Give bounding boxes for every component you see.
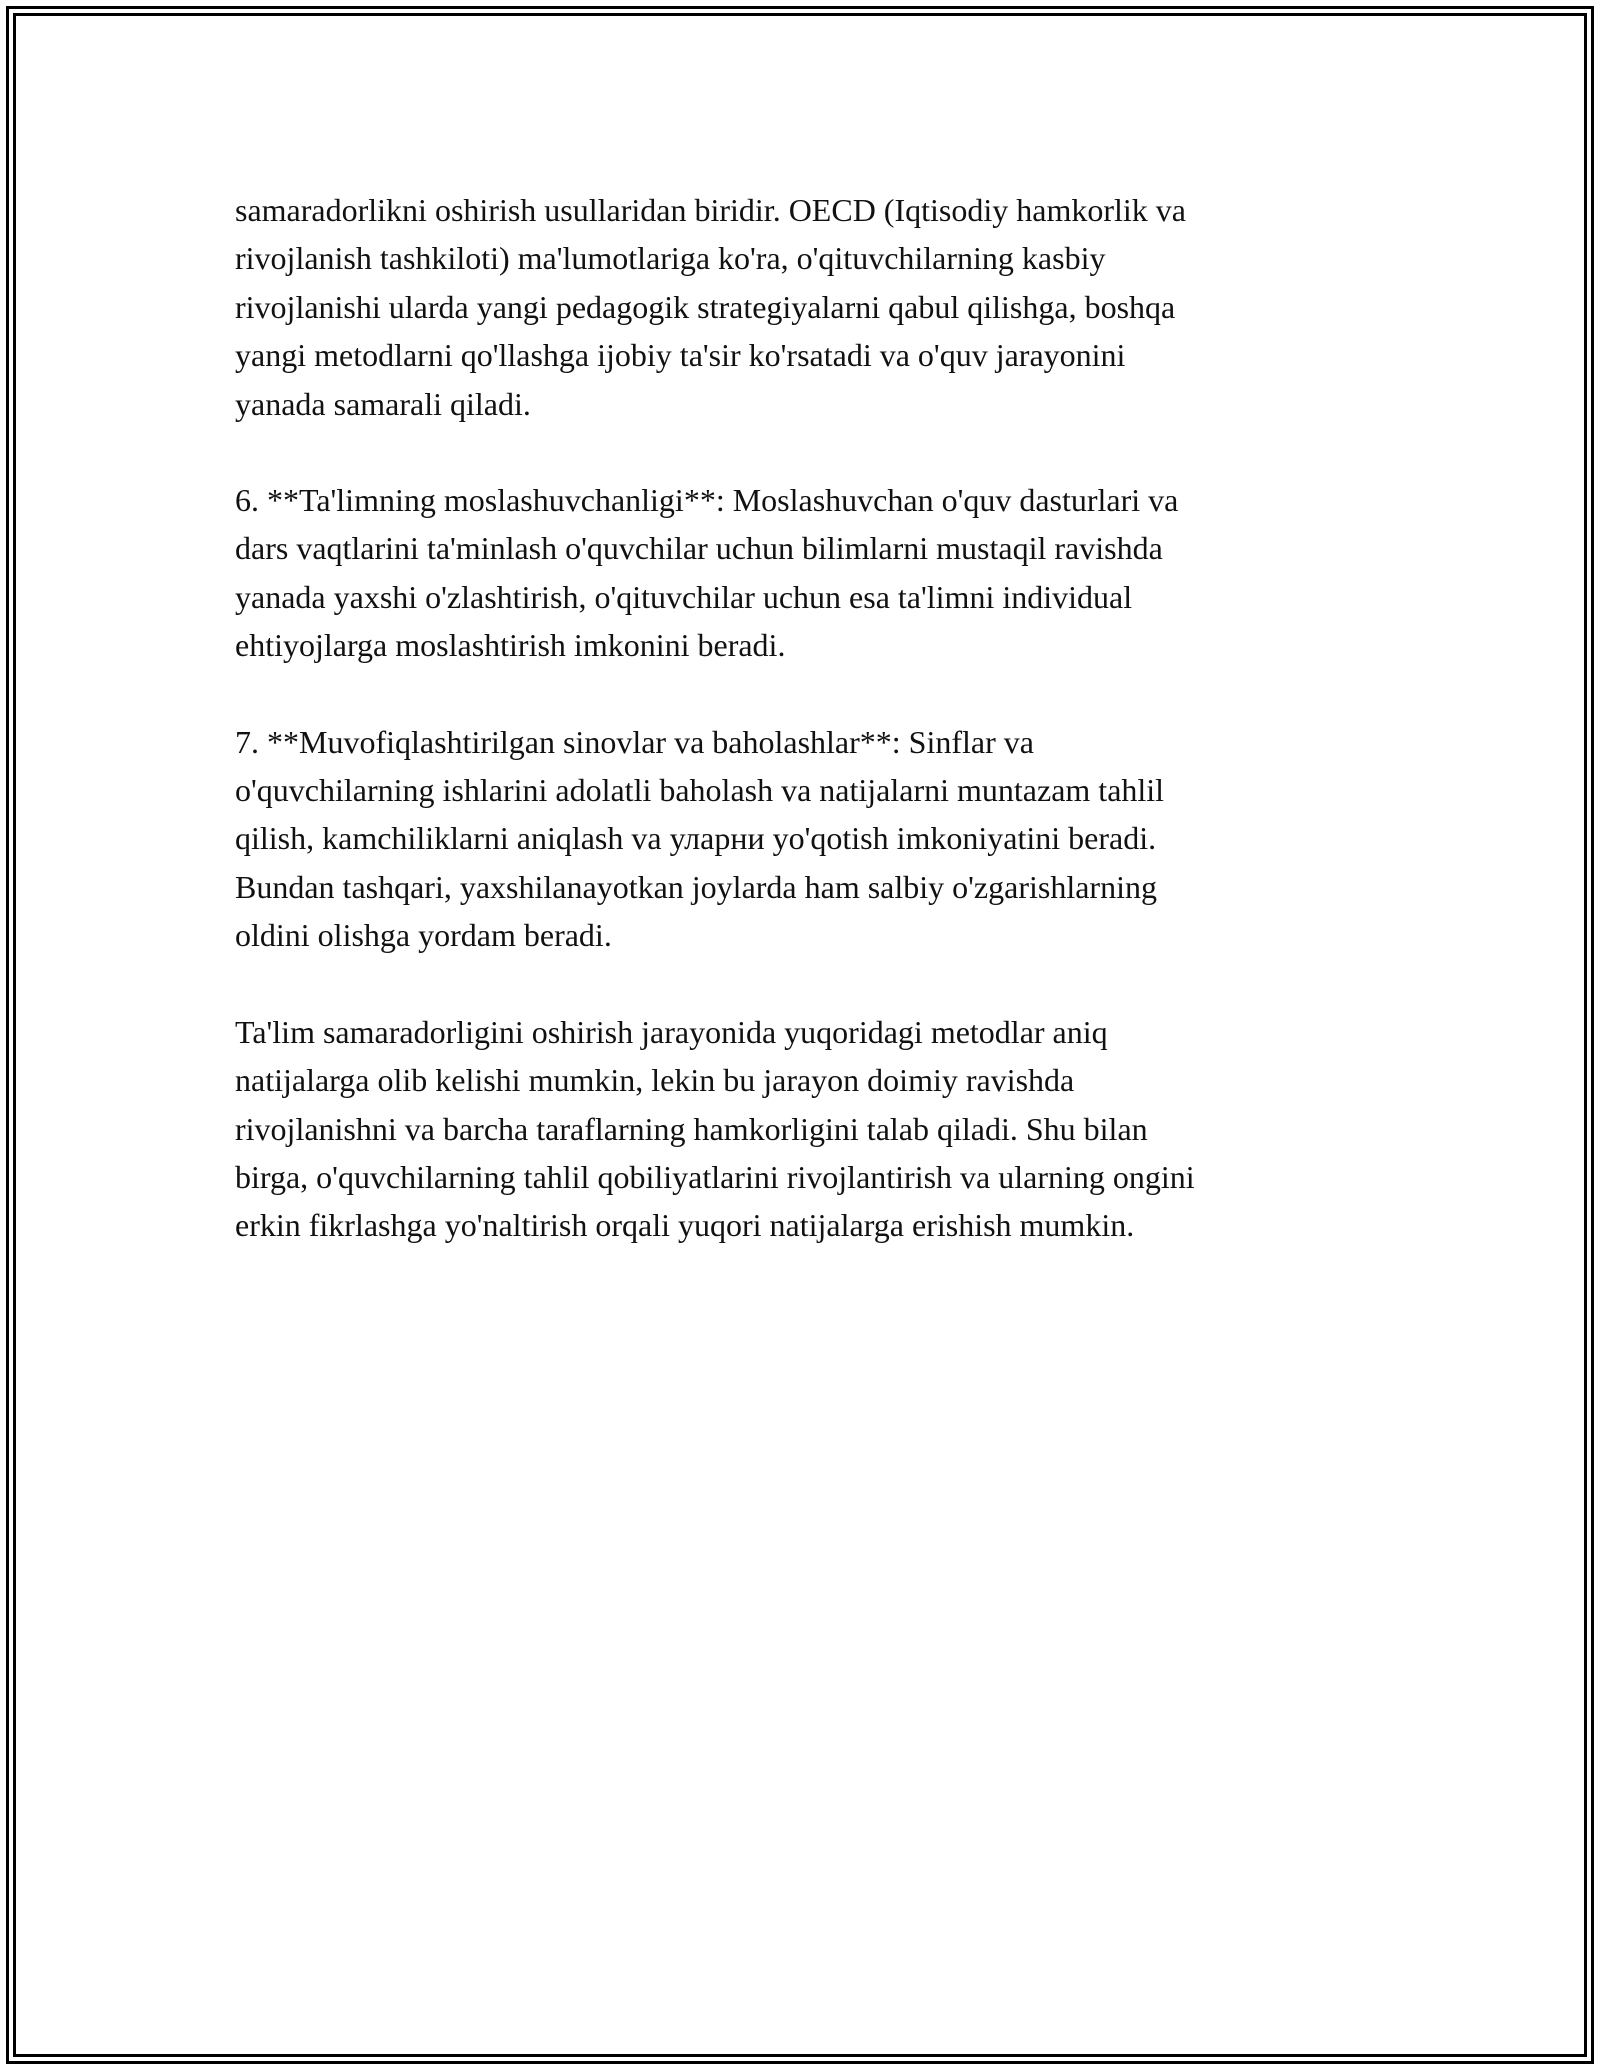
paragraph-conclusion: Ta'lim samaradorligini oshirish jarayonida yuqoridagi metodlar aniq natijalarga olib kelishi mumkin, lekin bu jarayon doimiy ravishda rivojlanishni va barcha taraflarning hamkorligini talab qiladi. Shu bilan birga, o'quvchilarning tahlil qobiliyatlarini rivojlantirish va ularning ongini erkin fikrlashga yo'naltirish orqali yuqori natijalarga erishish mumkin.	[235, 1013, 1195, 1244]
document-body	[235, 186, 1365, 1298]
paragraph-item-7-assessments: 7. **Muvofiqlashtirilgan sinovlar va baholashlar**: Sinflar va o'quvchilarning ishlarini adolatli baholash va natijalarni muntazam tahlil qilish, kamchiliklarni aniqlash va уларни yo'qotish imkoniyatini beradi. Bundan tashqari, yaxshilanayotkan joylarda ham salbiy o'zgarishlarning oldini olishga yordam beradi.	[235, 723, 1165, 954]
paragraph-item-6-flexibility: 6. **Ta'limning moslashuvchanligi**: Moslashuvchan o'quv dasturlari va dars vaqtlarini ta'minlash o'quvchilar uchun bilimlarni mustaqil ravishda yanada yaxshi o'zlashtirish, o'qituvchilar uchun esa ta'limni individual ehtiyojlarga moslashtirish imkonini beradi.	[235, 482, 1179, 664]
paragraph-oecd-continuation: samaradorlikni oshirish usullaridan biridir. OECD (Iqtisodiy hamkorlik va rivojlanish tashkiloti) ma'lumotlariga ko'ra, o'qituvchilarning kasbiy rivojlanishi ularda yangi pedagogik strategiyalarni qabul qilishga, boshqa yangi metodlarni qo'llashga ijobiy ta'sir ko'rsatadi va o'quv jarayonini yanada samarali qiladi.	[235, 192, 1186, 422]
